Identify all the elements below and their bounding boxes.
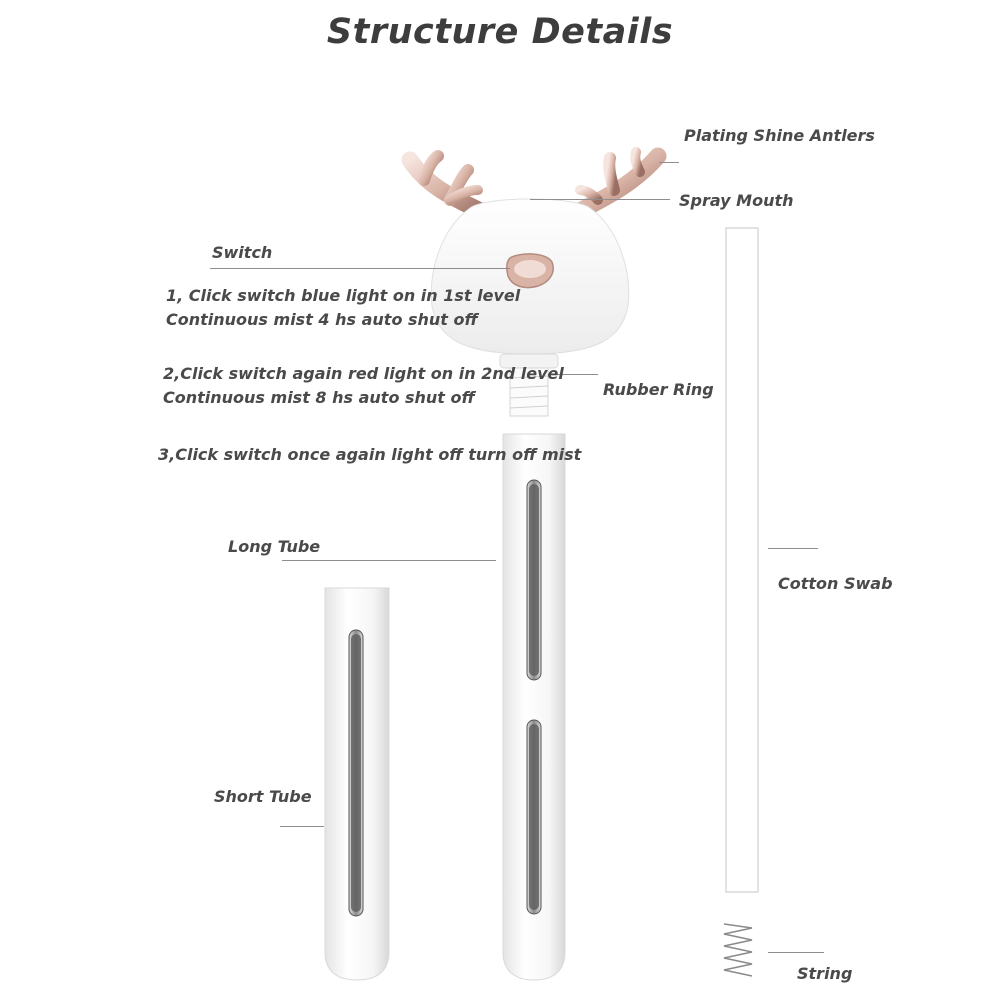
long-tube-label: Long Tube	[228, 537, 321, 556]
step2-line2: Continuous mist 8 hs auto shut off	[163, 388, 475, 407]
short-tube-leader-line	[280, 826, 324, 827]
switch-leader-line	[210, 268, 510, 269]
long-tube-leader-line	[282, 560, 496, 561]
page-title: Structure Details	[326, 12, 674, 52]
spring	[724, 924, 752, 976]
cotton-swab	[726, 228, 758, 892]
spray-mouth-label: Spray Mouth	[679, 191, 794, 210]
switch-button-highlight	[514, 260, 546, 278]
antlers-leader-line	[659, 162, 679, 163]
step1-line2: Continuous mist 4 hs auto shut off	[166, 310, 478, 329]
step3-label: 3,Click switch once again light off turn off mist	[158, 445, 582, 464]
cotton-swab-label: Cotton Swab	[778, 574, 893, 593]
string-leader-line	[768, 952, 824, 953]
short-tube-label: Short Tube	[214, 787, 312, 806]
rubber-ring-label: Rubber Ring	[603, 380, 714, 399]
spray-mouth-leader-line	[530, 199, 670, 200]
short-tube	[325, 588, 389, 980]
cotton-swab-leader-line	[768, 548, 818, 549]
step1-line1: 1, Click switch blue light on in 1st level	[166, 286, 521, 305]
right-antler	[578, 152, 658, 212]
long-tube	[503, 434, 565, 980]
left-antler	[410, 156, 482, 212]
switch-label: Switch	[212, 243, 273, 262]
antlers-label: Plating Shine Antlers	[684, 126, 875, 145]
string-label: String	[797, 964, 853, 983]
step2-line1: 2,Click switch again red light on in 2nd level	[163, 364, 564, 383]
